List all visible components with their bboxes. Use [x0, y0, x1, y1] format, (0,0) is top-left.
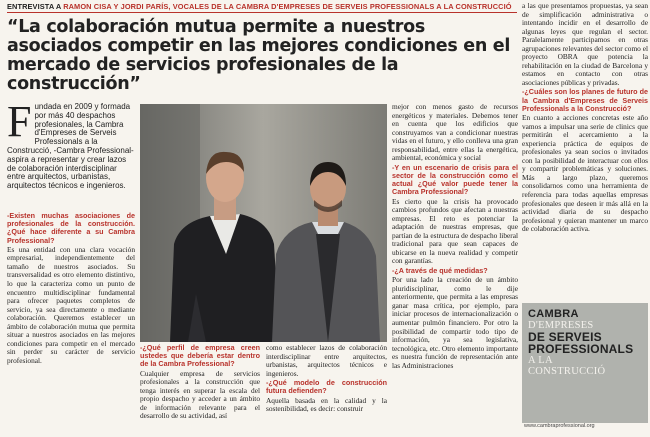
kicker-names: RAMON CISA Y JORDI PARÍS, VOCALES DE LA CAMBRA D'EMPRESES DE SERVEIS PROFESSIONALS A LA CONSTRUCCIÓ — [63, 2, 512, 11]
logo-line-2: D'EMPRESES — [528, 320, 594, 331]
question-6: -¿Cuáles son los planes de futuro de la Cambra d'Empreses de Serveis Professionals a la Construcció? — [522, 87, 648, 113]
intro-paragraph — [7, 97, 135, 191]
answer-2-continued: como establecer lazos de colaboración interdisciplinar entre arquitectos, urbanistas, arquitectos técnicos e ingenieros. — [266, 343, 387, 378]
intro-text: undada en 2009 y formada por más 40 despachos profesionales, la Cambra d'Empreses de Serveis Professionals a la Construcció, -Cambra Professional- aspira a representar y crear lazos de colaboración interdisciplinar entre arquitectos, urbanistas, arquitectos técnicos e ingenieros. — [7, 102, 134, 191]
question-1: -Existen muchas asociaciones de profesionales de la construcción. ¿Qué hace diferente a su Cambra Professional? — [7, 211, 135, 245]
answer-3: Aquella basada en la calidad y la sostenibilidad, es decir: construir — [266, 395, 387, 414]
divider — [7, 12, 517, 13]
answer-5-continued: a las que presentamos propuestas, ya sean de simplificación administrativa o intentando incidir en el desarrollo de algunas leyes que regulan el sector. Paralelamente participamos en otras agrupaciones relevantes del sector como el proyecto OBRA que potencia la rehabilitación en la ciudad de Barcelona y estamos en contacto con otras asociaciones públicas y privadas. — [522, 1, 648, 87]
logo-line-3: DE SERVEIS — [528, 330, 602, 344]
question-5: -¿A través de qué medidas? — [392, 266, 488, 276]
question-2: -¿Qué perfil de empresa creen ustedes que debería estar dentro de la Cambra Professional? — [140, 343, 260, 369]
column-1 — [7, 212, 135, 366]
kicker — [7, 2, 512, 11]
column-3 — [392, 103, 518, 371]
answer-1: Es una entidad con una clara vocación empresarial, independientemente del tamaño de nuestros asociados. Su transversalidad es otro elemento distintivo, lo que la caracteriza como un punto de encuentro multidisciplinar fundamental para ofrecer paquetes completos de servicio, ya sea directamente o mediante colaboración. Queremos establecer un ámbito de colaboración mutua que permita situar a nuestros asociados en las mejores condiciones para competir en el mercado sin perder su carácter de servicio profesional. — [7, 244, 135, 365]
column-2 — [140, 344, 260, 422]
kicker-lead: ENTREVISTA A — [7, 2, 62, 11]
answer-6: En cuanto a acciones concretas este año vamos a impulsar una serie de clinics que permitirán el acercamiento a la experiencia práctica de equipos de profesionales ya sean socios o invitados con la posibilidad de interactuar con ellos y compartir problemáticas y soluciones. Más a largo plazo, queremos consolidarnos como una herramienta de referencia para todas aquellas empresas profesionales que deseen ir más allá en la actividad diaria de su despacho profesional y quieran mantener un marco de colaboración activa. — [522, 113, 648, 234]
column-2b — [266, 344, 387, 415]
logo-line-4: PROFESSIONALS — [528, 342, 634, 356]
drop-cap: F — [7, 97, 32, 146]
website-url: www.cambraprofessional.org — [524, 423, 595, 429]
logo-line-6: CONSTRUCCIÓ — [528, 366, 606, 377]
interviewees-photo — [140, 104, 387, 342]
answer-5: Por una lado la creación de un ámbito pluridisciplinar, como le dije anteriormente, que permita a las empresas ganar masa crítica, por ejemplo, para iniciar procesos de internacionalización o aumentar pulmón financiero. Por otro la posibilidad de compartir todo tipo de información, ya sea legislativa, tecnológica, etc. Otro elemento importante es nuestra función de representación ante las Administraciones — [392, 275, 518, 370]
answer-3-continued: mejor con menos gasto de recursos energéticos y materiales. Debemos tener en cuenta que los edificios que construyamos van a condicionar nuestras vidas en el futuro, y ello conlleva una gran responsabilidad, entre ellas la energética, ambiental, económica y social — [392, 102, 518, 163]
cambra-logo-box — [522, 303, 648, 423]
logo-line-1: CAMBRA — [528, 308, 579, 320]
logo-line-5: A LA — [528, 355, 553, 366]
answer-4: Es cierto que la crisis ha provocado cambios profundos que afectan a nuestras empresas. El reto es potenciar la adaptación de nuestras empresas, que partían de la estructura de despacho liberal tradicional para que sean capaces de ubicarse en la nueva realidad y competir con garantías. — [392, 196, 518, 266]
headline: “La colaboración mutua permite a nuestros asociados competir en las mejores condiciones en el mercado de servicios profesionales de la construcción” — [7, 17, 511, 94]
question-3: -¿Qué modelo de construcción futura defienden? — [266, 378, 387, 396]
column-4 — [522, 2, 648, 235]
answer-2: Cualquier empresa de servicios profesionales a la construcción que tenga interés en superar la escala del propio despacho y acceder a un ámbito de información relevante para el desarrollo de su actividad, así — [140, 368, 260, 421]
question-4: -Y en un escenario de crisis para el sector de la construcción como el actual ¿Qué valor puede tener la Cambra Professional? — [392, 162, 518, 197]
